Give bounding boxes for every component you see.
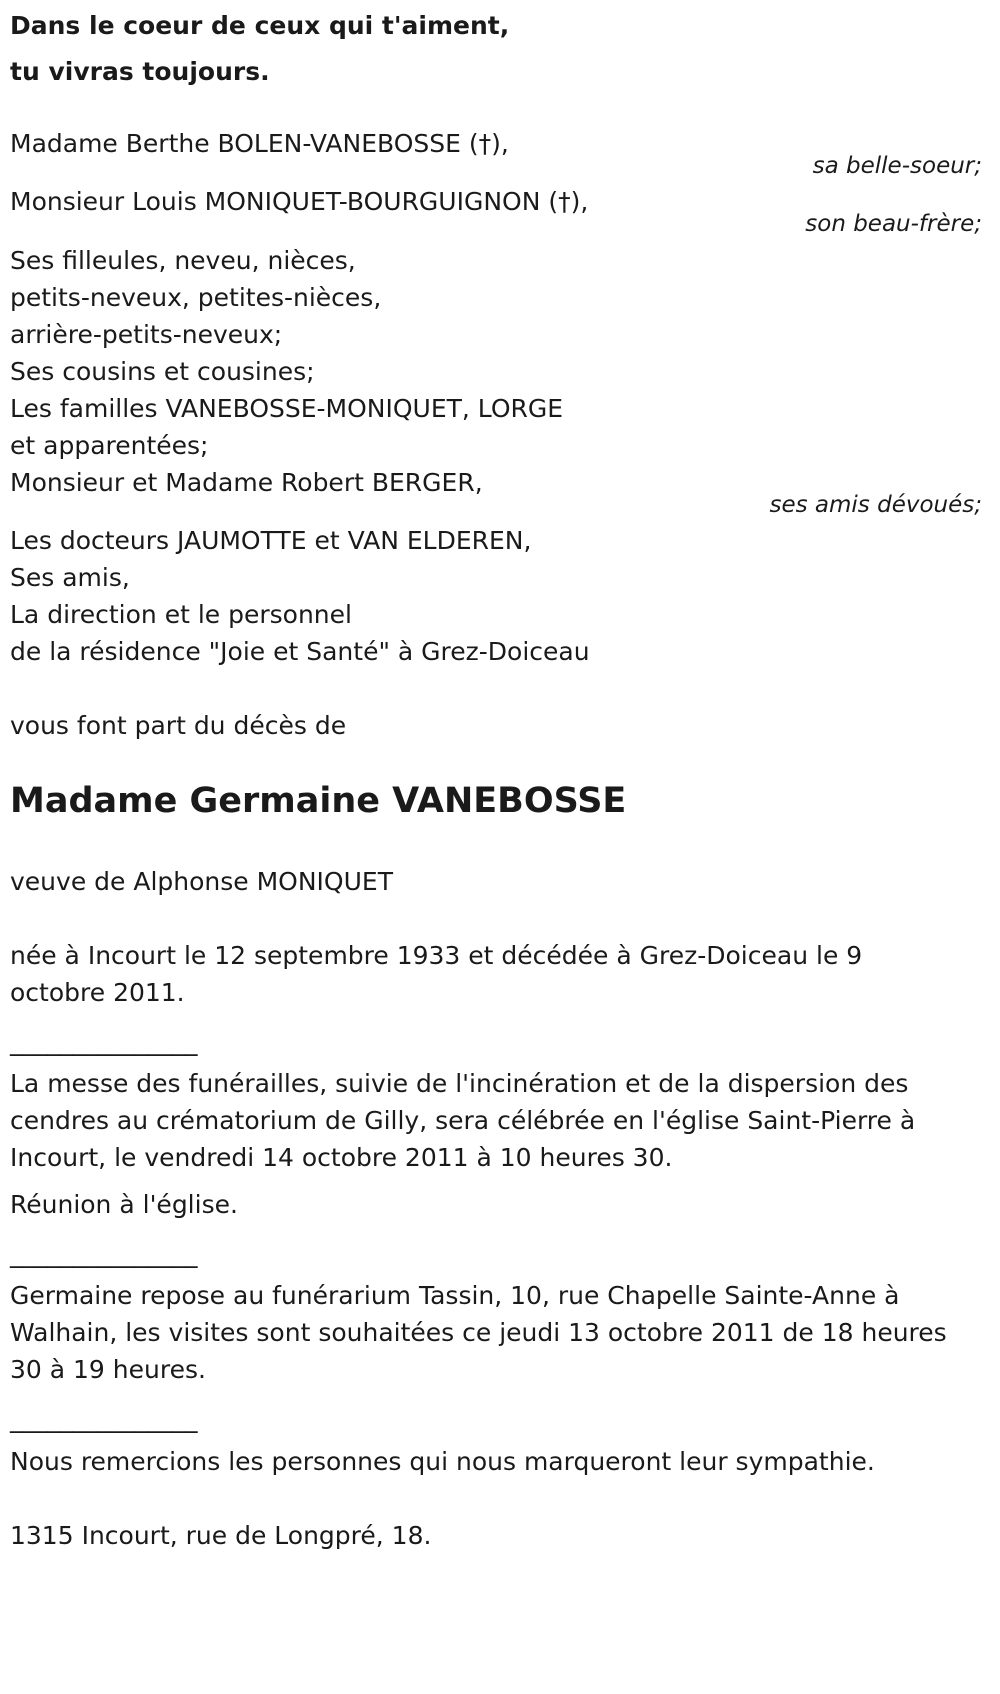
funeral-line-3: Incourt, le vendredi 14 octobre 2011 à 10 heures 30. — [10, 1143, 673, 1172]
family-line-5: Les familles VANEBOSSE-MONIQUET, LORGE — [10, 394, 564, 423]
family-line-4: Ses cousins et cousines; — [10, 357, 315, 386]
thanks-message: Nous remercions les personnes qui nous marqueront leur sympathie. — [10, 1447, 875, 1476]
separator-3: _______________ — [10, 1404, 198, 1433]
visitation-line-1: Germaine repose au funérarium Tassin, 10, rue Chapelle Sainte-Anne à — [10, 1281, 900, 1310]
epigraph-line-1: Dans le coeur de ceux qui t'aiment, — [10, 11, 510, 40]
family-line-7: Monsieur et Madame Robert BERGER, — [10, 468, 483, 497]
funeral-meeting: Réunion à l'église. — [10, 1190, 238, 1219]
deceased-dates-line-2: octobre 2011. — [10, 978, 185, 1007]
funeral-line-2: cendres au crématorium de Gilly, sera célébrée en l'église Saint-Pierre à — [10, 1106, 916, 1135]
others-line-1: Les docteurs JAUMOTTE et VAN ELDEREN, — [10, 526, 532, 555]
separator-1: _______________ — [10, 1027, 198, 1056]
relative-name-2: Monsieur Louis MONIQUET-BOURGUIGNON (†), — [10, 187, 589, 216]
others-line-3: La direction et le personnel — [10, 600, 352, 629]
family-line-2: petits-neveux, petites-nièces, — [10, 283, 382, 312]
announcement: vous font part du décès de — [10, 711, 347, 740]
family-line-1: Ses filleules, neveu, nièces, — [10, 246, 356, 275]
deceased-name: Madame Germaine VANEBOSSE — [10, 781, 627, 821]
family-line-3: arrière-petits-neveux; — [10, 320, 283, 349]
relative-name-1: Madame Berthe BOLEN-VANEBOSSE (†), — [10, 129, 509, 158]
visitation-line-2: Walhain, les visites sont souhaitées ce jeudi 13 octobre 2011 de 18 heures — [10, 1318, 947, 1347]
deceased-dates-line-1: née à Incourt le 12 septembre 1933 et décédée à Grez-Doiceau le 9 — [10, 941, 863, 970]
relative-relation-2: son beau-frère; — [805, 211, 982, 237]
friends-relation: ses amis dévoués; — [769, 492, 982, 518]
family-line-6: et apparentées; — [10, 431, 209, 460]
deceased-spouse: veuve de Alphonse MONIQUET — [10, 867, 393, 896]
funeral-line-1: La messe des funérailles, suivie de l'incinération et de la dispersion des — [10, 1069, 909, 1098]
others-line-4: de la résidence "Joie et Santé" à Grez-Doiceau — [10, 637, 590, 666]
visitation-line-3: 30 à 19 heures. — [10, 1355, 206, 1384]
epigraph-line-2: tu vivras toujours. — [10, 57, 270, 86]
relative-relation-1: sa belle-soeur; — [812, 153, 982, 179]
others-line-2: Ses amis, — [10, 563, 130, 592]
family-address: 1315 Incourt, rue de Longpré, 18. — [10, 1521, 432, 1550]
separator-2: _______________ — [10, 1239, 198, 1268]
